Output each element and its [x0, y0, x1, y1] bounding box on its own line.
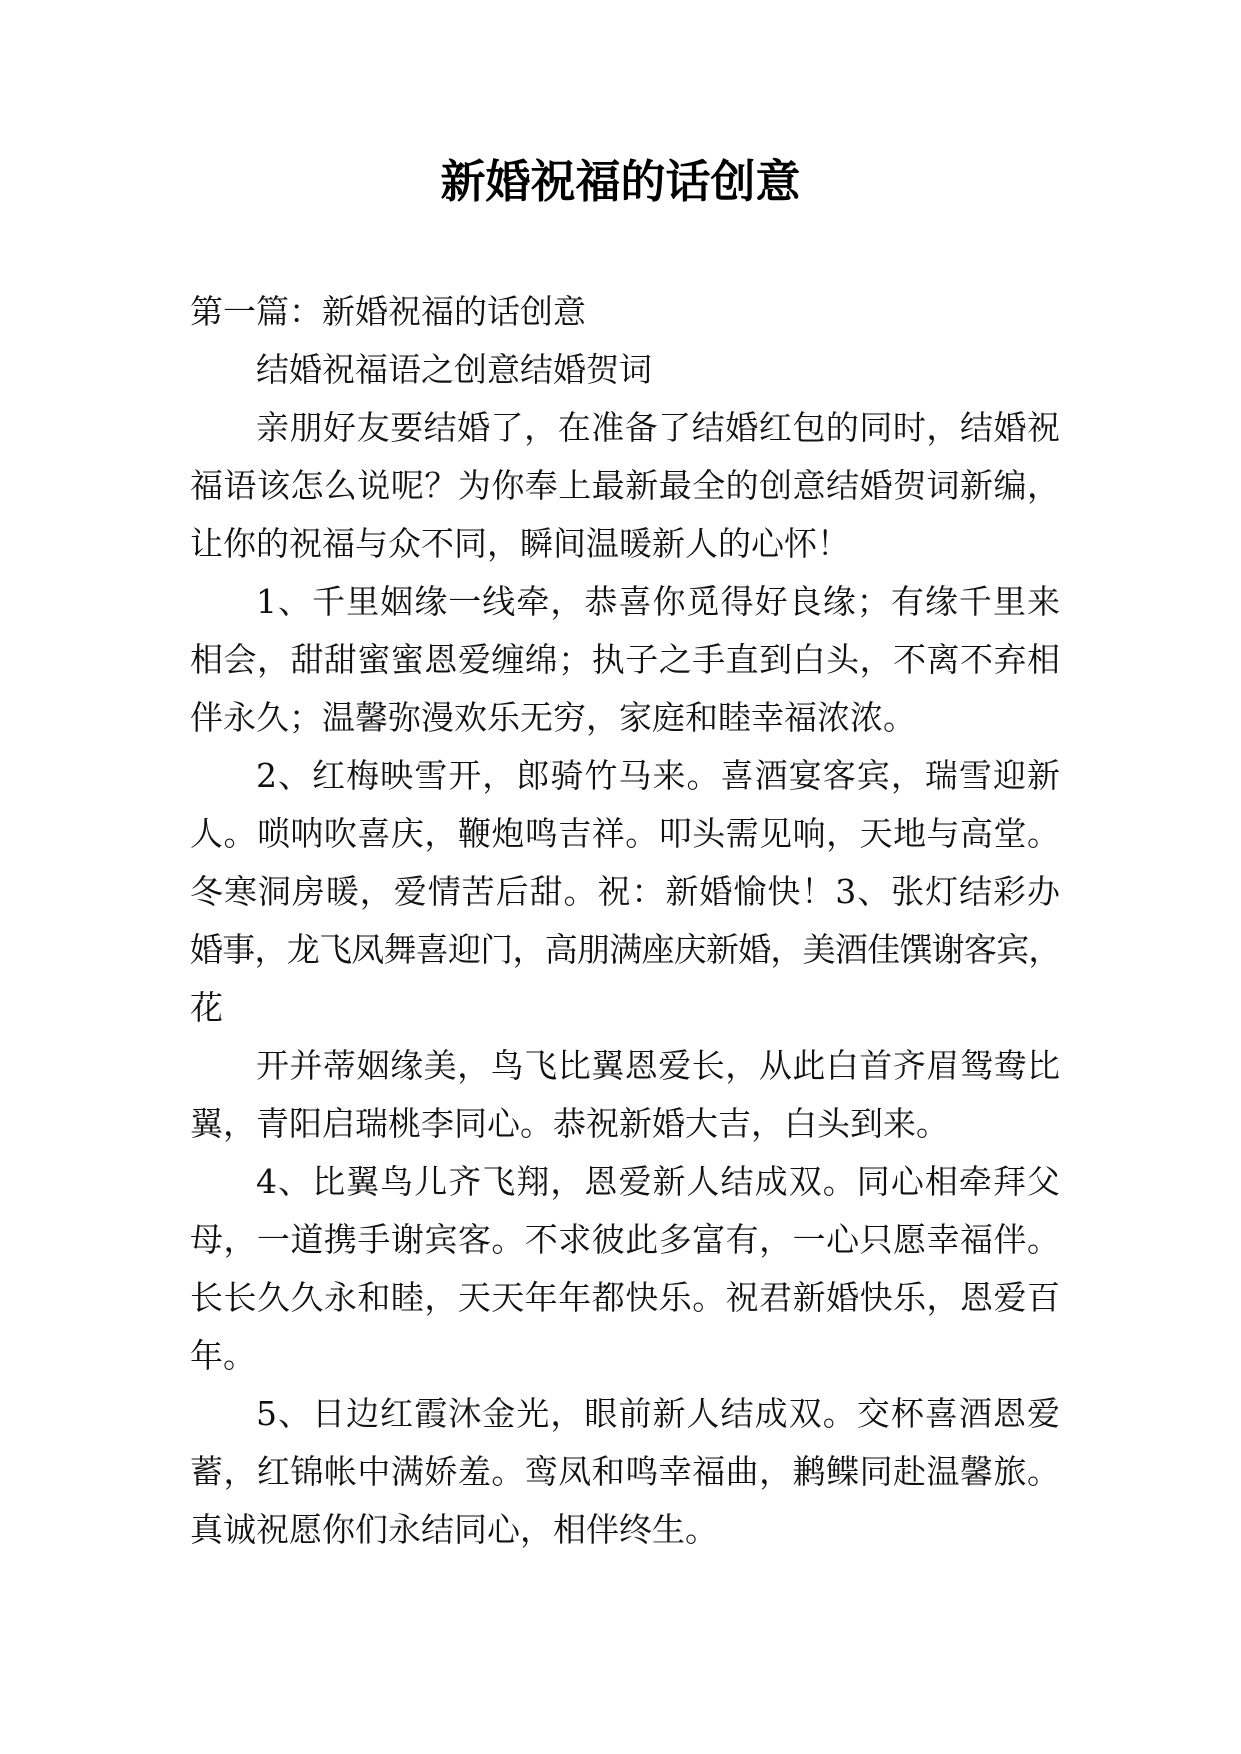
text-line: 结婚祝福语之创意结婚贺词	[256, 350, 652, 389]
document-title: 新婚祝福的话创意	[440, 155, 801, 208]
text-line: 真诚祝愿你们永结同心，相伴终生。	[190, 1510, 718, 1549]
text-line: 亲朋好友要结婚了，在准备了结婚红包的同时，结婚祝	[256, 408, 1060, 447]
paragraph-item-2	[190, 747, 1060, 1037]
text-line: 伴永久；温馨弥漫欢乐无穷，家庭和睦幸福浓浓。	[190, 698, 916, 737]
paragraph-heading	[190, 283, 1060, 341]
paragraph-item-3-continued	[190, 1037, 1060, 1153]
text-line: 蓄，红锦帐中满娇羞。鸾凤和鸣幸福曲，鹣鲽同赴温馨旅。	[190, 1452, 1060, 1491]
text-line: 5、日边红霞沐金光，眼前新人结成双。交杯喜酒恩爱	[256, 1394, 1060, 1433]
paragraph-intro	[190, 399, 1060, 573]
text-line: 1、千里姻缘一线牵，恭喜你觅得好良缘；有缘千里来	[256, 582, 1060, 621]
text-line: 福语该怎么说呢？为你奉上最新最全的创意结婚贺词新编，	[190, 466, 1060, 505]
text-line: 相会，甜甜蜜蜜恩爱缠绵；执子之手直到白头，不离不弃相	[190, 640, 1060, 679]
paragraph-subtitle	[190, 341, 1060, 399]
document-body	[190, 283, 1060, 1559]
text-line: 2、红梅映雪开，郎骑竹马来。喜酒宴客宾，瑞雪迎新	[256, 756, 1060, 795]
paragraph-item-1	[190, 573, 1060, 747]
text-line: 年。	[190, 1336, 256, 1375]
text-line: 开并蒂姻缘美，鸟飞比翼恩爱长，从此白首齐眉鸳鸯比	[256, 1046, 1060, 1085]
text-line: 婚事，龙飞凤舞喜迎门，高朋满座庆新婚，美酒佳馔谢客宾，	[190, 930, 1060, 969]
text-line: 翼，青阳启瑞桃李同心。恭祝新婚大吉，白头到来。	[190, 1104, 949, 1143]
paragraph-item-5	[190, 1385, 1060, 1559]
text-line: 4、比翼鸟儿齐飞翔，恩爱新人结成双。同心相牵拜父	[256, 1162, 1060, 1201]
text-line: 人。唢呐吹喜庆，鞭炮鸣吉祥。叩头需见响，天地与高堂。	[190, 814, 1060, 853]
text-line: 让你的祝福与众不同，瞬间温暖新人的心怀！	[190, 524, 850, 563]
text-line: 花	[190, 988, 223, 1027]
text-line: 第一篇：新婚祝福的话创意	[190, 292, 586, 331]
paragraph-item-4	[190, 1153, 1060, 1385]
text-line: 母，一道携手谢宾客。不求彼此多富有，一心只愿幸福伴。	[190, 1220, 1060, 1259]
text-line: 长长久久永和睦，天天年年都快乐。祝君新婚快乐，恩爱百	[190, 1278, 1060, 1317]
text-line: 冬寒洞房暖，爱情苦后甜。祝：新婚愉快！3、张灯结彩办	[190, 872, 1060, 911]
